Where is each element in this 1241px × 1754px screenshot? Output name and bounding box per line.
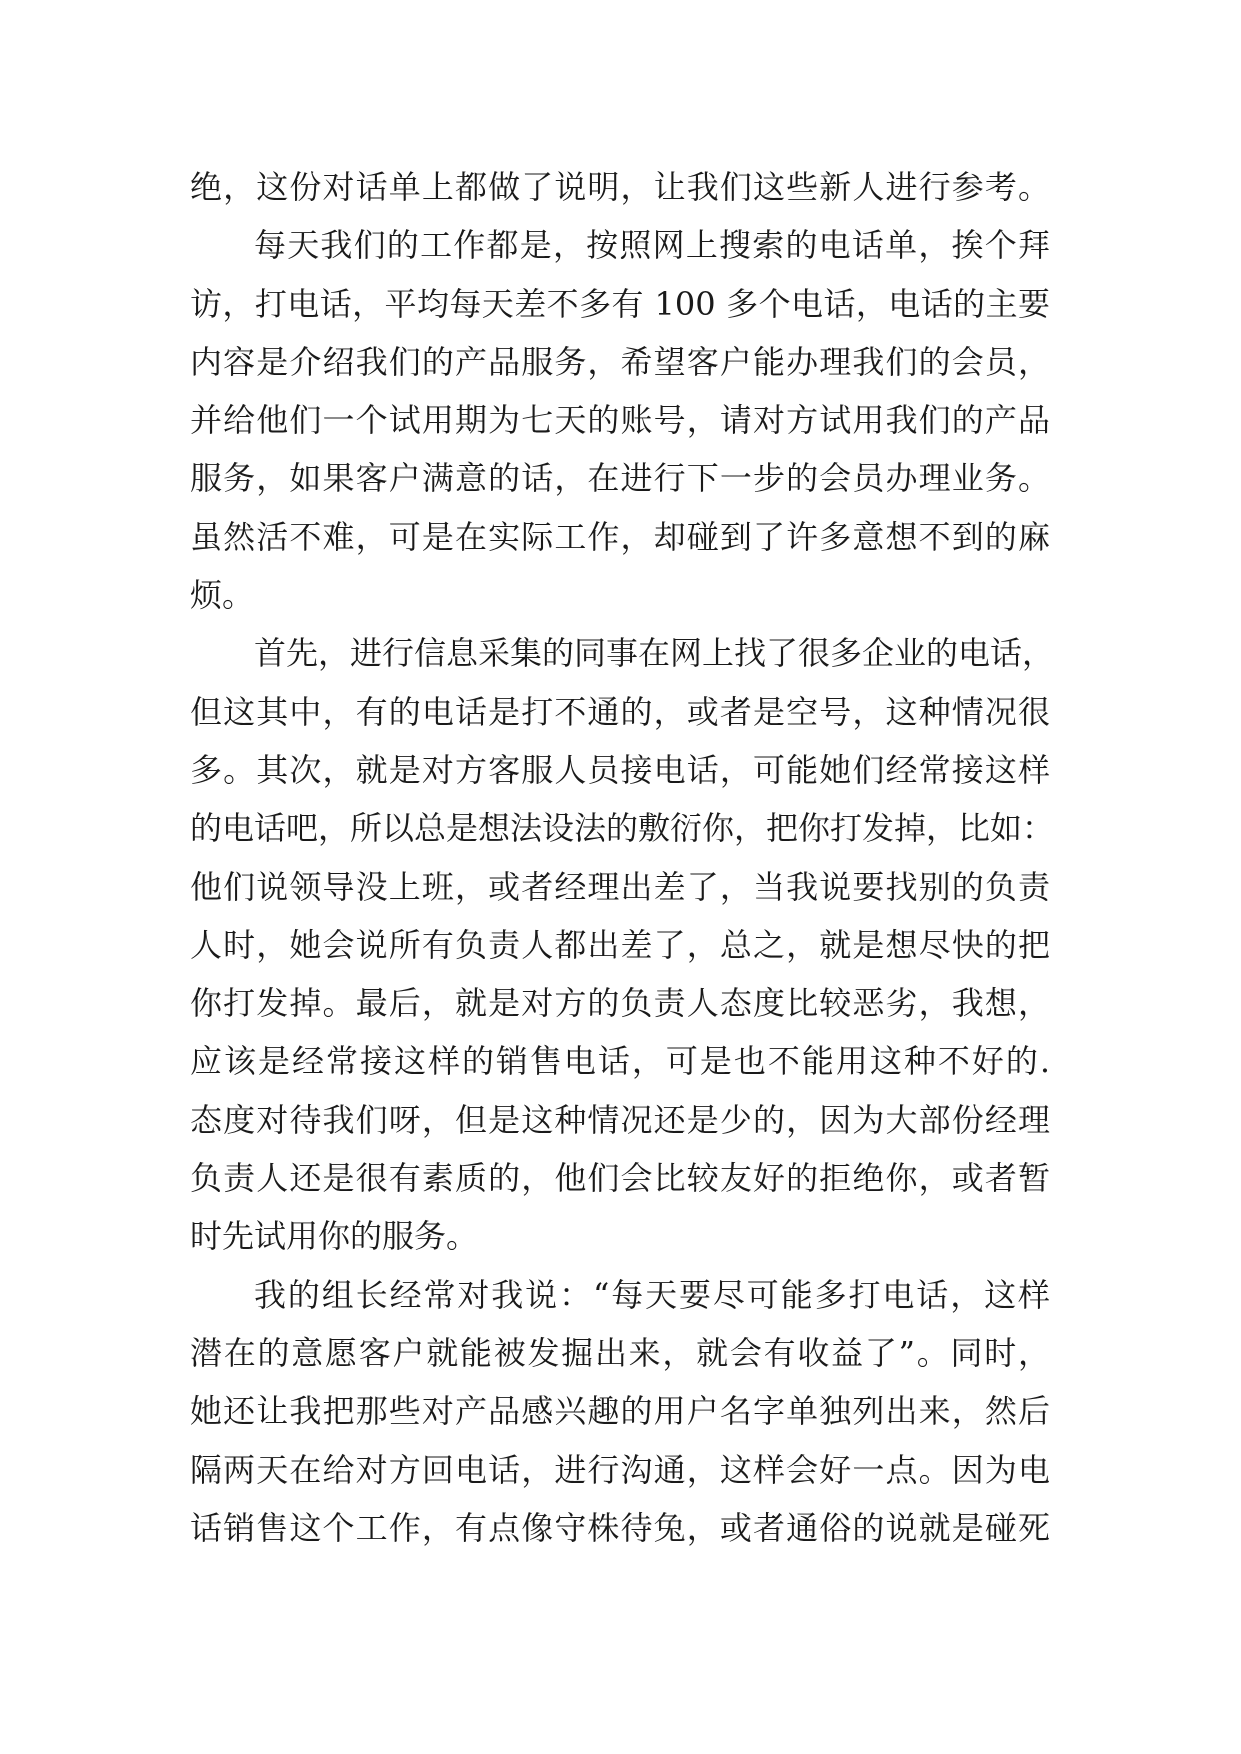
- text-line: 话销售这个工作，有点像守株待兔，或者通俗的说就是碰死: [190, 1508, 1050, 1547]
- text-line: 但这其中，有的电话是打不通的，或者是空号，这种情况很: [190, 692, 1050, 731]
- text-line: 虽然活不难，可是在实际工作，却碰到了许多意想不到的麻: [190, 517, 1050, 556]
- paragraph-start-line: 每天我们的工作都是，按照网上搜索的电话单，挨个拜: [254, 226, 1050, 265]
- text-line: 隔两天在给对方回电话，进行沟通，这样会好一点。因为电: [190, 1450, 1050, 1489]
- text-line: 他们说领导没上班，或者经理出差了，当我说要找别的负责: [190, 867, 1050, 906]
- text-line: 负责人还是很有素质的，他们会比较友好的拒绝你，或者暂: [190, 1159, 1050, 1198]
- paragraph-start-line: 我的组长经常对我说：“每天要尽可能多打电话，这样: [254, 1275, 1050, 1314]
- text-line: 人时，她会说所有负责人都出差了，总之，就是想尽快的把: [190, 925, 1050, 964]
- text-line-1: 绝，这份对话单上都做了说明，让我们这些新人进行参考。: [190, 168, 1050, 206]
- text-line: 潜在的意愿客户就能被发掘出来，就会有收益了”。同时，: [190, 1333, 1050, 1372]
- text-line: 应该是经常接这样的销售电话，可是也不能用这种不好的.: [190, 1042, 1050, 1081]
- text-line: 你打发掉。最后，就是对方的负责人态度比较恶劣，我想，: [190, 984, 1050, 1023]
- text-line: 内容是介绍我们的产品服务，希望客户能办理我们的会员，: [190, 342, 1050, 381]
- paragraph-end-line: 时先试用你的服务。: [190, 1217, 479, 1256]
- paragraph-start-line: 首先，进行信息采集的同事在网上找了很多企业的电话，: [254, 634, 1055, 673]
- text-line: 她还让我把那些对产品感兴趣的用户名字单独列出来，然后: [190, 1392, 1050, 1431]
- text-line: 态度对待我们呀，但是这种情况还是少的，因为大部份经理: [190, 1100, 1050, 1139]
- text-line: 服务，如果客户满意的话，在进行下一步的会员办理业务。: [190, 459, 1050, 498]
- text-line: 并给他们一个试用期为七天的账号，请对方试用我们的产品: [190, 401, 1050, 440]
- paragraph-end-line: 烦。: [190, 576, 255, 615]
- body-text: [190, 158, 1055, 1557]
- text-line: 多。其次，就是对方客服人员接电话，可能她们经常接这样: [190, 750, 1050, 789]
- text-line: 的电话吧，所以总是想法设法的敷衍你，把你打发掉，比如：: [190, 809, 1055, 848]
- text-line: 访，打电话，平均每天差不多有 100 多个电话，电话的主要: [190, 284, 1050, 323]
